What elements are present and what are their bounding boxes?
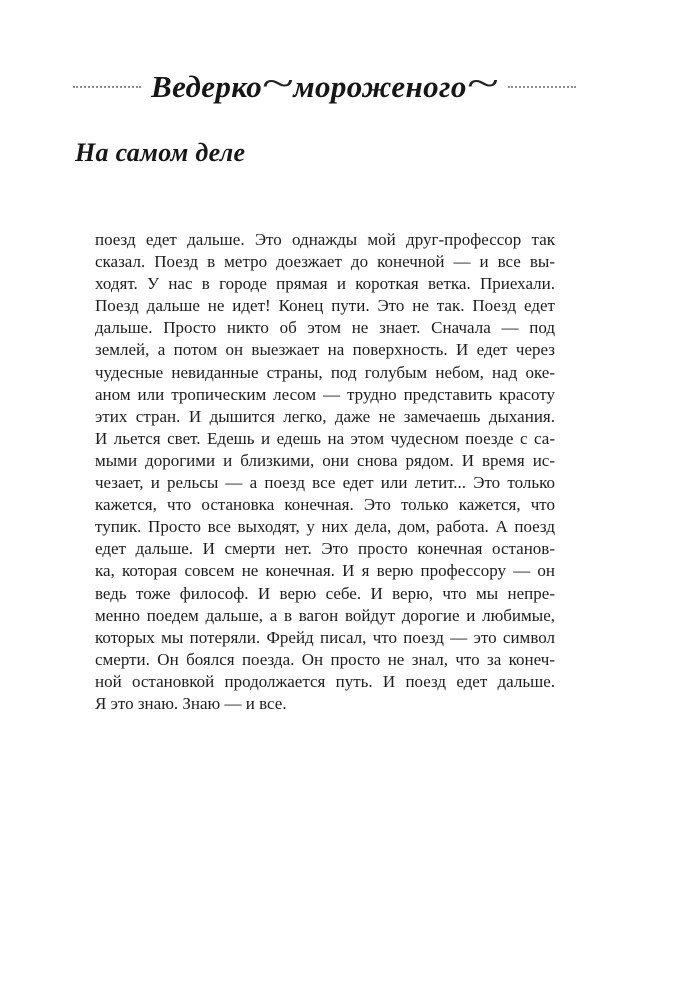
body-text	[95, 229, 555, 715]
body-line: поезд едет дальше. Это однажды мой друг-профессор так	[95, 230, 555, 249]
swash-flourish-icon: ~	[466, 60, 499, 105]
body-line: Я это знаю. Знаю — и все.	[95, 693, 287, 713]
body-line: ной остановкой продолжается путь. И поезд едет дальше.	[95, 671, 555, 691]
body-line: менно поедем дальше, а в вагон войдут дорогие и любимые,	[95, 605, 555, 625]
body-line: И льется свет. Едешь и едешь на этом чудесном поезде с са-	[95, 428, 555, 448]
chapter-title: На самом деле	[75, 138, 246, 167]
body-line: мыми дорогими и близкими, они снова рядом. И время ис-	[95, 450, 555, 470]
body-line: землей, а потом он выезжает на поверхность. И едет через	[95, 340, 555, 360]
body-line: чудесные невиданные страны, под голубым небом, над оке-	[95, 362, 555, 382]
body-line: сказал. Поезд в метро доезжает до конечной — и все вы-	[95, 252, 555, 272]
body-line: которых мы потеряли. Фрейд писал, что поезд — это символ	[95, 627, 555, 647]
body-line: ведь тоже философ. И верю себе. И верю, что мы непре-	[95, 583, 555, 603]
body-line: ходят. У нас в городе прямая и короткая ветка. Приехали.	[95, 274, 555, 294]
body-line: дальше. Просто никто об этом не знает. Сначала — под	[95, 318, 555, 338]
body-line: Поезд дальше не идет! Конец пути. Это не так. Поезд едет	[95, 296, 555, 316]
book-title-word-2: мороженого	[293, 69, 467, 104]
ornament-dotted-rule-left	[73, 86, 141, 88]
body-line: кажется, что остановка конечная. Это только кажется, что	[95, 495, 555, 515]
book-title	[141, 60, 508, 105]
body-line: тупик. Просто все выходят, у них дела, дом, работа. А поезд	[95, 517, 555, 537]
body-line: аном или тропическим лесом — трудно представить красоту	[95, 384, 555, 404]
swash-flourish-icon: ~	[261, 60, 295, 105]
body-line: смерти. Он боялся поезда. Он просто не знал, что за конеч-	[95, 649, 555, 669]
ornament-dotted-rule-right	[508, 86, 576, 88]
body-line: ка, которая совсем не конечная. И я верю профессору — он	[95, 561, 555, 581]
book-title-word-1: Ведерко	[151, 69, 263, 104]
running-head	[73, 60, 553, 114]
body-line: едет дальше. И смерти нет. Это просто конечная останов-	[95, 539, 555, 559]
body-line: этих стран. И дышится легко, даже не замечаешь дыхания.	[95, 406, 555, 426]
body-line: чезает, и рельсы — а поезд все едет или летит... Это только	[95, 473, 555, 493]
